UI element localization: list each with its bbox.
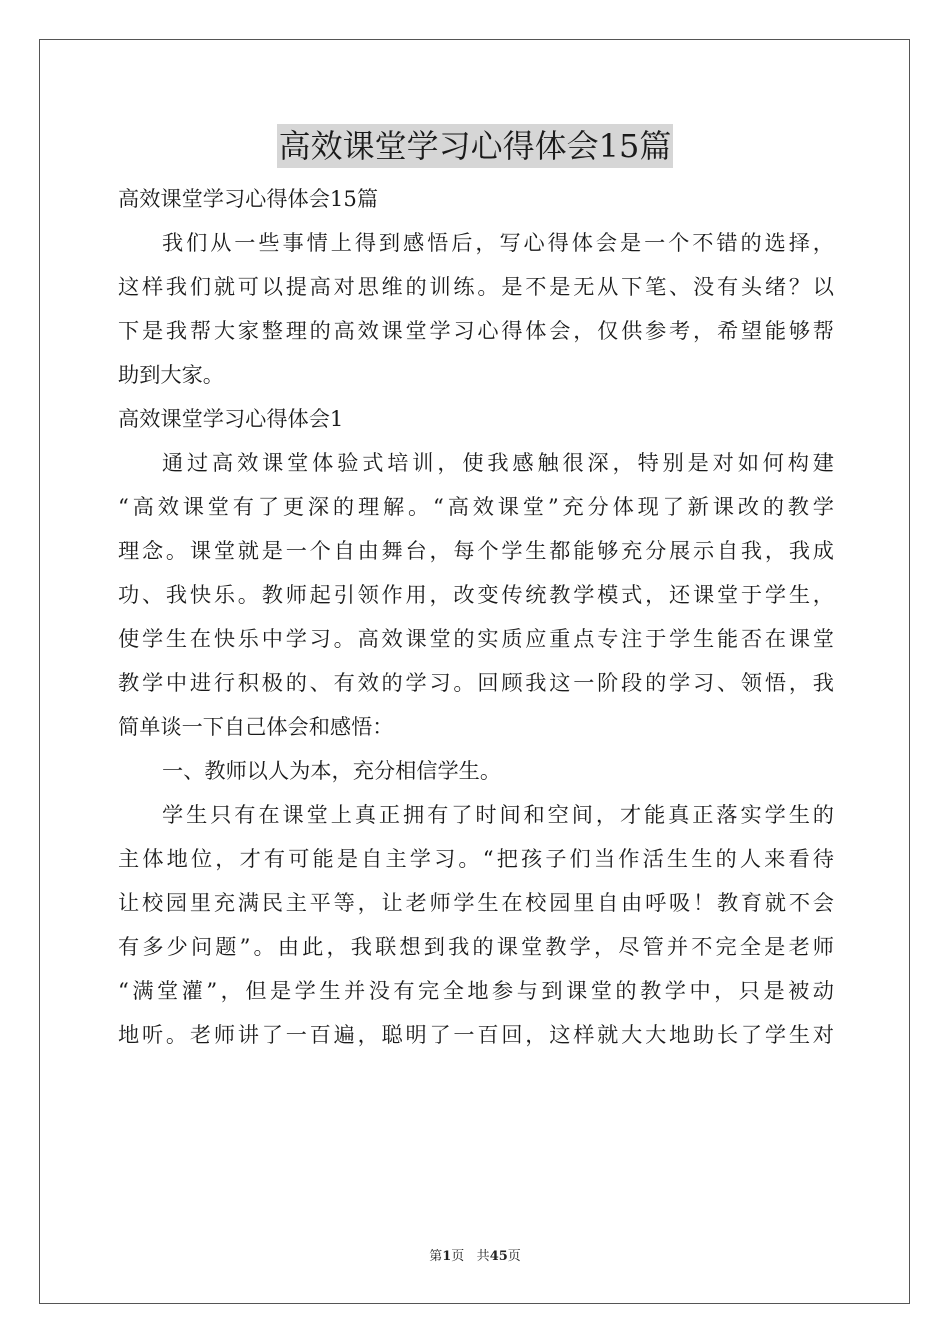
document-title-text: 高效课堂学习心得体会15篇 [277,124,674,168]
total-pages: 45 [489,1249,508,1264]
paragraph-line: 简单谈一下自己体会和感悟： [118,714,394,739]
intro-line: 下是我帮大家整理的高效课堂学习心得体会，仅供参考，希望能够帮 [118,318,834,343]
paragraph-line: 地听。老师讲了一百遍，聪明了一百回，这样就大大地助长了学生对 [118,1022,834,1047]
point-heading: 一、教师以人为本，充分相信学生。 [162,758,502,783]
section-heading: 高效课堂学习心得体会1 [118,406,344,431]
subtitle: 高效课堂学习心得体会15篇 [118,186,379,211]
paragraph-line: “高效课堂有了更深的理解。“高效课堂”充分体现了新课改的教学 [118,494,834,519]
intro-line: 助到大家。 [118,362,224,387]
intro-line: 这样我们就可以提高对思维的训练。是不是无从下笔、没有头绪？以 [118,274,834,299]
paragraph-line: 使学生在快乐中学习。高效课堂的实质应重点专注于学生能否在课堂 [118,626,834,651]
paragraph-line: 学生只有在课堂上真正拥有了时间和空间，才能真正落实学生的 [162,802,834,827]
document-body [118,182,834,1052]
page-suffix: 页 [451,1249,465,1264]
paragraph-line: 通过高效课堂体验式培训，使我感触很深，特别是对如何构建 [162,450,834,475]
paragraph-line: 理念。课堂就是一个自由舞台，每个学生都能够充分展示自我，我成 [118,538,834,563]
paragraph-line: 主体地位，才有可能是自主学习。“把孩子们当作活生生的人来看待 [118,846,834,871]
page-footer [0,1248,950,1266]
total-suffix: 页 [507,1249,521,1264]
total-prefix: 共 [476,1249,490,1264]
paragraph-line: 教学中进行积极的、有效的学习。回顾我这一阶段的学习、领悟，我 [118,670,834,695]
paragraph-line: 让校园里充满民主平等，让老师学生在校园里自由呼吸！教育就不会 [118,890,834,915]
page-number: 1 [442,1249,452,1264]
intro-line: 我们从一些事情上得到感悟后，写心得体会是一个不错的选择， [162,230,834,255]
paragraph-line: 有多少问题”。由此，我联想到我的课堂教学，尽管并不完全是老师 [118,934,834,959]
page-prefix: 第 [429,1249,443,1264]
paragraph-line: “满堂灌”，但是学生并没有完全地参与到课堂的教学中，只是被动 [118,978,834,1003]
paragraph-line: 功、我快乐。教师起引领作用，改变传统教学模式，还课堂于学生， [118,582,834,607]
document-title [0,124,950,168]
